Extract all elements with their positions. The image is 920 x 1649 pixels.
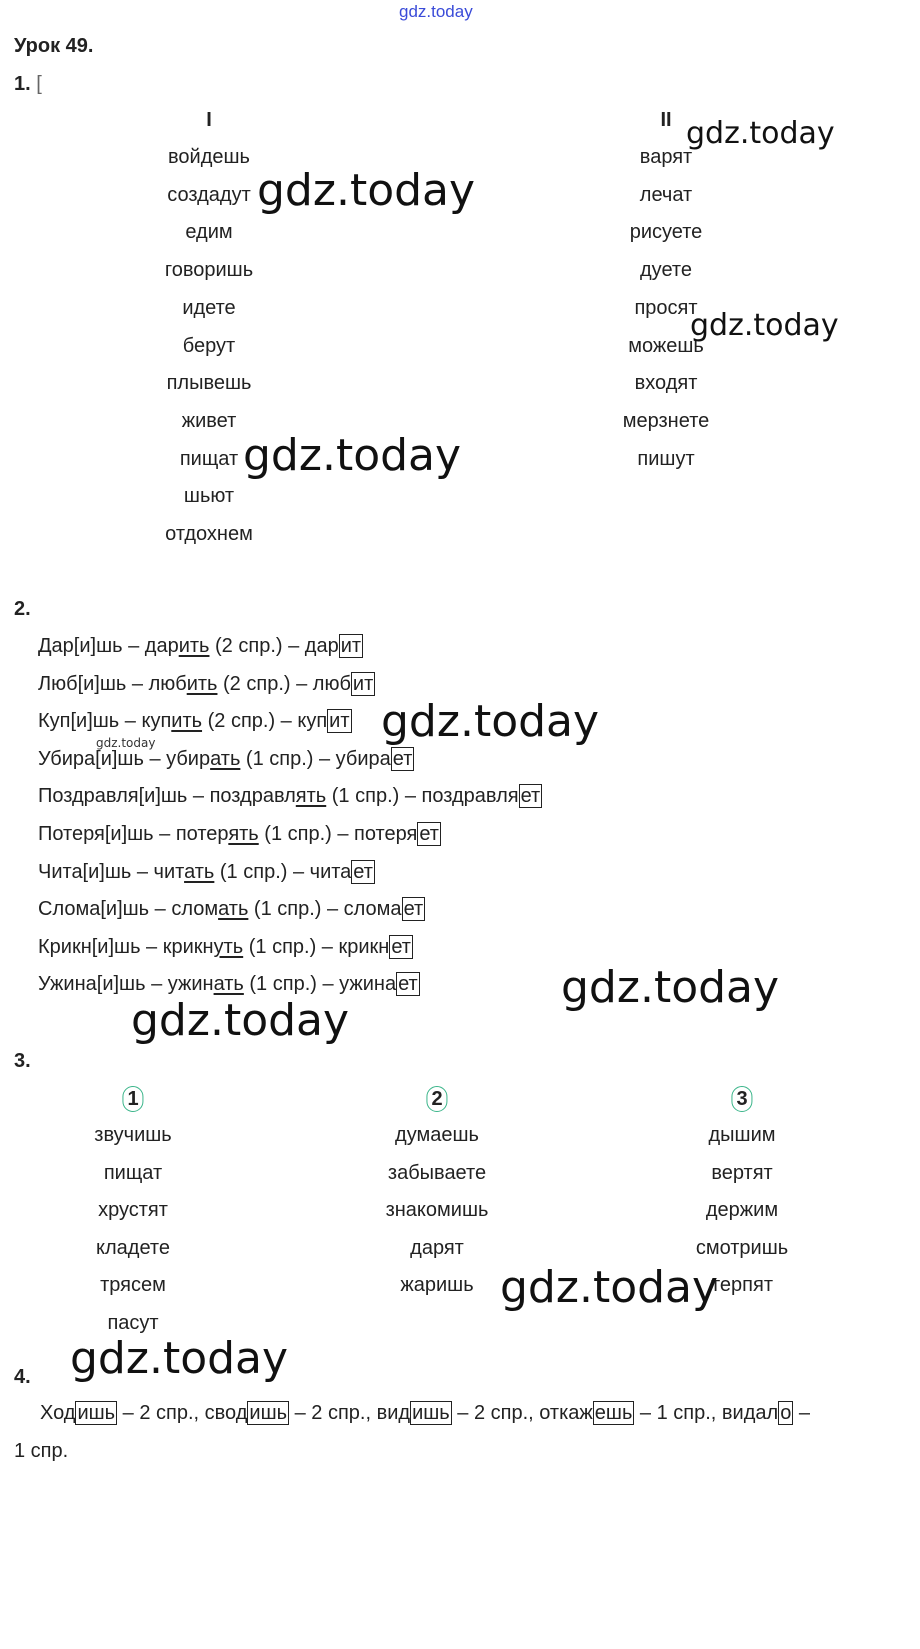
ex3-col2-word: думаешь — [395, 1124, 479, 1146]
ex2-line-start: Убира[и]шь – убир — [38, 747, 211, 770]
ending-box: ет — [391, 935, 411, 958]
ex2-line — [38, 823, 441, 846]
ex3-col1-word: кладете — [96, 1236, 170, 1259]
ending-box: ит — [329, 710, 350, 733]
ex3-col3-word: держим — [705, 1199, 779, 1222]
ex1-col1-word: создадут — [167, 183, 251, 206]
site-mark: gdz.today — [399, 2, 473, 21]
ex2-line-middle: (1 спр.) – слома — [248, 898, 402, 921]
ex2-line — [38, 748, 414, 771]
ending-box: ишь — [249, 1402, 288, 1424]
ex2-suffix-underlined: ять — [228, 823, 259, 845]
watermark: gdz.today — [96, 736, 156, 750]
ex3-col1-word: звучишь — [94, 1124, 172, 1146]
ex3-col3-word: дышим — [708, 1124, 776, 1146]
ex1-col2-heading: II — [660, 109, 672, 131]
ending-box: ишь — [77, 1402, 116, 1424]
ending-box: ет — [520, 785, 541, 808]
ex1-col2-word: рисуете — [629, 221, 703, 244]
ex2-suffix-underlined: ать — [184, 860, 215, 883]
watermark: gdz.today — [500, 1262, 719, 1313]
ex2-suffix-underlined: ять — [295, 785, 327, 808]
ex2-line — [38, 861, 375, 884]
ex2-line — [38, 673, 375, 696]
ex2-line-start: Чита[и]шь – чит — [38, 860, 185, 883]
ex4-line2: 1 спр. — [14, 1440, 69, 1462]
ex1-col1-word: отдохнем — [165, 523, 253, 545]
ex2-line-start: Люб[и]шь – люб — [38, 672, 187, 695]
ex2-suffix-underlined: ать — [218, 898, 249, 921]
ex3-col2-word: знакомишь — [385, 1199, 489, 1222]
ex3-col2-word: дарят — [410, 1236, 464, 1259]
ex3-col3-word: вертят — [711, 1161, 773, 1184]
watermark: gdz.today — [381, 696, 600, 747]
ex3-col2-word: жаришь — [400, 1274, 474, 1297]
ending-box: ет — [403, 898, 424, 921]
ex1-col2-word: лечат — [639, 183, 693, 206]
watermark: gdz.today — [243, 430, 462, 481]
ex2-line-start: Поздравля[и]шь – поздравл — [38, 785, 296, 808]
ex1-col2-word: входят — [634, 372, 698, 395]
ex2-line — [38, 635, 363, 658]
ex4-number: 4. — [14, 1366, 31, 1388]
ex2-line-start: Ужина[и]шь – ужин — [38, 973, 214, 996]
ex3-col1-word: трясем — [100, 1274, 166, 1297]
ex1-col1-heading: I — [206, 109, 212, 131]
ex2-line-middle: (1 спр.) – крикн — [243, 935, 390, 958]
ending-box: ишь — [412, 1402, 450, 1424]
ex3-col2-heading: 2 — [426, 1086, 447, 1112]
watermark: gdz.today — [561, 962, 780, 1013]
ending-box: ет — [398, 973, 418, 996]
watermark: gdz.today — [690, 308, 839, 343]
ex2-line-middle: (2 спр.) – куп — [202, 710, 328, 733]
watermark: gdz.today — [686, 116, 835, 151]
ex2-line — [38, 973, 420, 996]
ex3-col1-word: пищат — [103, 1161, 163, 1184]
ex1-number: 1. [ — [14, 73, 42, 95]
ex1-col1-word: говоришь — [164, 259, 254, 282]
ex2-line-start: Куп[и]шь – куп — [38, 710, 172, 733]
ex2-line-start: Крикн[и]шь – крикн — [38, 935, 214, 958]
ex2-suffix-underlined: уть — [213, 935, 244, 958]
ending-box: ит — [340, 635, 362, 657]
ex4-line1: Ход ишь – 2 спр., свод ишь – 2 спр., вид ишь – 2 спр., откаж ешь – 1 спр., видал о – — [40, 1402, 810, 1424]
ex2-line-start: Дар[и]шь – дар — [38, 635, 179, 657]
ex3-col1-word: пасут — [107, 1312, 159, 1334]
ex2-suffix-underlined: ать — [213, 973, 244, 996]
lesson-title: Урок 49. — [14, 35, 94, 57]
ex1-col1-word: берут — [182, 334, 236, 357]
ex1-col2-word: варят — [639, 146, 693, 168]
ex2-line-middle: (1 спр.) – ужина — [243, 973, 397, 996]
ending-box: ет — [419, 823, 439, 845]
ex2-line-start: Слома[и]шь – слом — [38, 898, 219, 921]
ex1-col2-word: пишут — [637, 447, 695, 470]
ex1-col1-word: едим — [185, 221, 233, 244]
ex3-col3-word: терпят — [710, 1274, 774, 1297]
ex1-col2-word: можешь — [628, 334, 704, 357]
ex1-col1-word: живет — [181, 409, 237, 432]
ex1-col1-word: шьют — [183, 485, 235, 508]
ex2-line — [38, 710, 352, 733]
ex2-line-middle: (1 спр.) – чита — [214, 860, 352, 883]
ex2-line-middle: (1 спр.) – потеря — [258, 823, 418, 845]
ex3-col3-heading: 3 — [731, 1086, 752, 1112]
ex1-col1-word: идете — [182, 296, 236, 319]
ex3-col1-word: хрустят — [98, 1199, 168, 1222]
watermark: gdz.today — [257, 165, 476, 216]
ending-box: ет — [353, 860, 373, 883]
ex2-line-middle: (2 спр.) – люб — [217, 672, 351, 695]
ex2-line-middle: (2 спр.) – дар — [209, 635, 339, 657]
ex2-line — [38, 785, 542, 808]
ex2-suffix-underlined: ить — [171, 710, 203, 733]
ex1-col1-word: войдешь — [168, 146, 250, 168]
ex2-suffix-underlined: ать — [210, 747, 241, 770]
ex2-line-middle: (1 спр.) – поздравля — [326, 785, 519, 808]
ex2-suffix-underlined: ить — [178, 635, 210, 657]
watermark: gdz.today — [70, 1333, 289, 1384]
ex1-col2-word: просят — [634, 296, 698, 319]
ex2-line-start: Потеря[и]шь – потер — [38, 823, 229, 845]
ending-box: о — [780, 1402, 792, 1424]
ex1-col1-word: плывешь — [166, 372, 252, 395]
ex2-number: 2. — [14, 598, 31, 620]
ex2-line — [38, 898, 425, 921]
ex3-col2-word: забываете — [387, 1161, 487, 1184]
ex1-col1-word: пищат — [179, 447, 239, 470]
ex3-col1-heading: 1 — [122, 1086, 143, 1112]
ex1-col2-word: мерзнете — [622, 409, 710, 432]
ending-box: ешь — [594, 1402, 633, 1424]
ex3-number: 3. — [14, 1050, 31, 1072]
ex2-suffix-underlined: ить — [186, 672, 218, 695]
ex3-col3-word: смотришь — [695, 1236, 789, 1259]
ex1-col2-word: дуете — [640, 259, 692, 282]
ending-box: ит — [352, 672, 374, 695]
ex2-line-middle: (1 спр.) – убира — [240, 747, 391, 770]
ending-box: ет — [392, 747, 413, 770]
ex2-line — [38, 936, 413, 959]
watermark: gdz.today — [131, 995, 350, 1046]
